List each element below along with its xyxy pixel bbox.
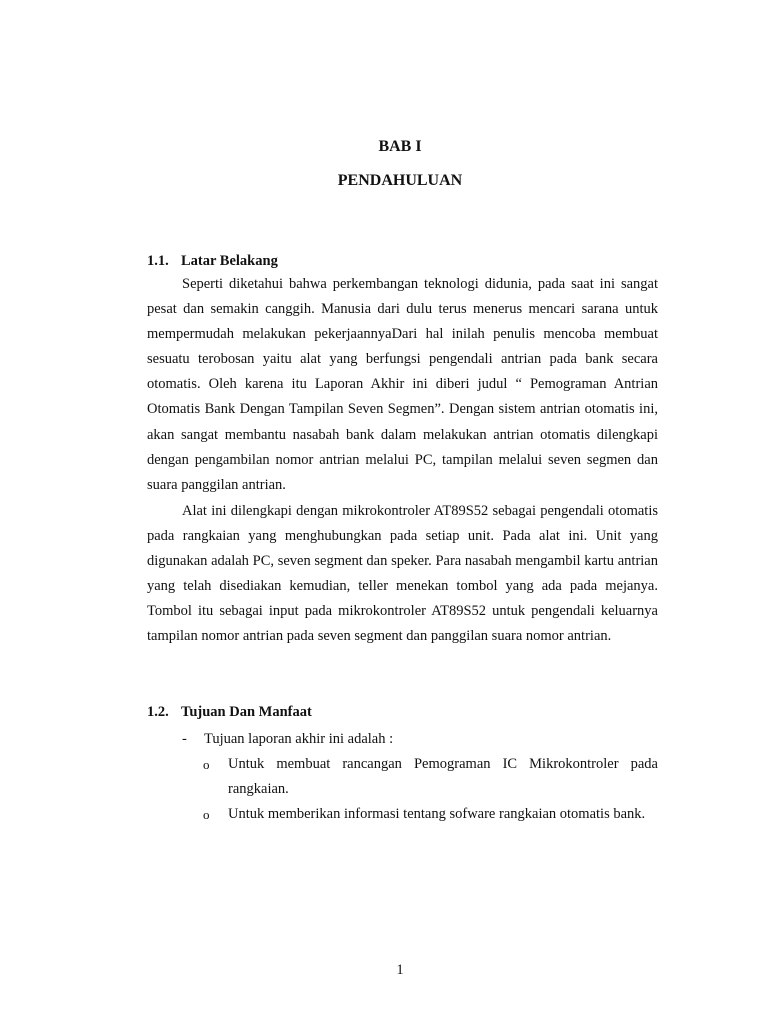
circle-bullet-icon: o — [203, 807, 210, 822]
list-item-tujuan — [182, 727, 658, 752]
chapter-title: PENDAHULUAN — [337, 172, 463, 189]
section-heading-tujuan-dan-manfaat — [147, 702, 312, 722]
sub-list-item — [203, 752, 658, 804]
sub-list-item-text: Untuk memberikan informasi tentang sofware rangkaian otomatis bank. — [228, 806, 646, 822]
section-title: Latar Belakang — [181, 253, 278, 269]
dash-bullet: - — [182, 731, 187, 747]
list-item-label: Tujuan laporan akhir ini adalah : — [204, 731, 394, 747]
page-number: 1 — [396, 962, 404, 978]
section-title: Tujuan Dan Manfaat — [181, 704, 312, 720]
paragraph-2: Alat ini dilengkapi dengan mikrokontroler AT89S52 sebagai pengendali otomatis pada rangkaian yang menghubungkan pada setiap unit. Pada alat ini. Unit yang digunakan adalah PC, seven segment dan speker. Para nasabah mengambil kartu antrian yang telah disediakan kemudian, teller menekan tombol yang ada pada mejanya. Tombol itu sebagai input pada mikrokontroler AT89S52 untuk pengendali keluarnya tampilan nomor antrian pada seven segment dan panggilan suara nomor antrian. — [147, 503, 658, 645]
section-number: 1.1. — [147, 253, 169, 269]
section-heading-latar-belakang — [147, 251, 278, 271]
paragraph-1: Seperti diketahui bahwa perkembangan teknologi didunia, pada saat ini sangat pesat dan semakin canggih. Manusia dari dulu terus menerus mencari sarana untuk mempermudah melakukan pekerjaannyaDari hal inilah penulis mencoba membuat sesuatu terobosan yaitu alat yang berfungsi pengendali antrian pada bank secara otomatis. Oleh karena itu Laporan Akhir ini diberi judul “ Pemograman Antrian Otomatis Bank Dengan Tampilan Seven Segmen”. Dengan sistem antrian otomatis ini, akan sangat membantu nasabah bank dalam melakukan antrian otomatis dilengkapi dengan pengambilan nomor antrian melalui PC, tampilan melalui seven segmen dan suara panggilan antrian. — [147, 276, 658, 493]
chapter-label: BAB I — [378, 138, 422, 155]
sub-list-item-text: Untuk membuat rancangan Pemograman IC Mikrokontroler pada rangkaian. — [228, 756, 658, 798]
section-number: 1.2. — [147, 704, 169, 720]
circle-bullet-icon: o — [203, 757, 210, 772]
sub-list-item — [203, 802, 658, 854]
